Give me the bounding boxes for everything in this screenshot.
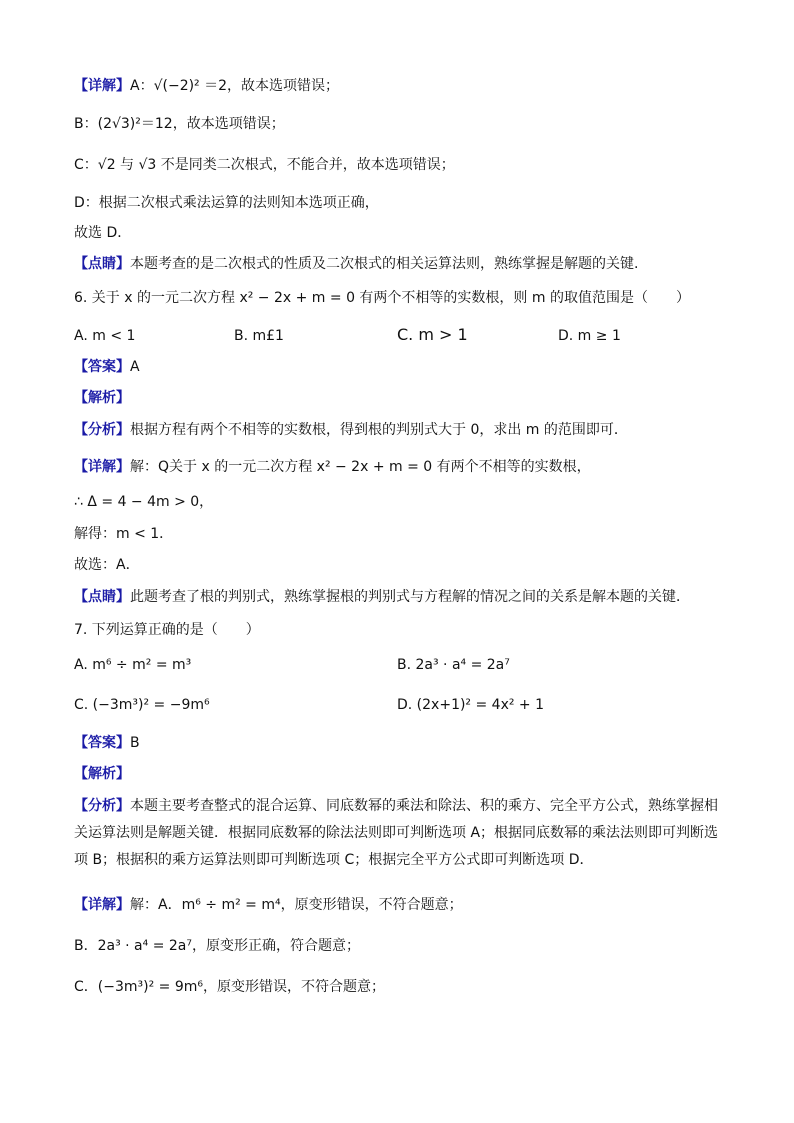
q5-note-text: 本题考查的是二次根式的性质及二次根式的相关运算法则，熟练掌握是解题的关键. bbox=[130, 256, 639, 272]
q5-detail-c: C：√2 与 √3 不是同类二次根式，不能合并，故本选项错误； bbox=[74, 157, 455, 173]
q6-detail bbox=[74, 457, 591, 477]
q6-option-c: C. m > 1 bbox=[397, 325, 468, 344]
q6-answer-value: A bbox=[130, 359, 140, 375]
q6-step-2: 解得：m < 1． bbox=[74, 526, 174, 542]
q7-fenxi-text: 本题主要考查整式的混合运算、同底数幂的乘法和除法、积的乘方、完全平方公式，熟练掌握相关运算法则是解题关键．根据同底数幂的除法法则即可判断选项 A；根据同底数幂的乘法法则即可判断选项 B；根据积的乘方运算法则即可判断选项 C；根据完全平方公式即可判断选项 D． bbox=[74, 798, 719, 868]
note-label: 【点睛】 bbox=[74, 589, 130, 605]
q7-analysis-heading bbox=[74, 764, 130, 784]
q6-stem: 6. 关于 x 的一元二次方程 x² − 2x + m = 0 有两个不相等的实数根，则 m 的取值范围是（ ） bbox=[74, 290, 690, 306]
fenxi-label: 【分析】 bbox=[74, 422, 130, 438]
answer-label: 【答案】 bbox=[74, 735, 130, 751]
q7-detail-b: B．2a³ · a⁴ = 2a⁷，原变形正确，符合题意； bbox=[74, 938, 360, 954]
q6-answer bbox=[74, 357, 140, 377]
q5-detail-a-text: A：√(−2)² ＝2，故本选项错误； bbox=[130, 78, 340, 94]
q7-detail-a bbox=[74, 895, 463, 915]
q7-detail-c: C．(−3m³)² = 9m⁶，原变形错误，不符合题意； bbox=[74, 979, 385, 995]
q7-option-d: D. (2x+1)² = 4x² + 1 bbox=[397, 697, 545, 713]
q6-fenxi-text: 根据方程有两个不相等的实数根，得到根的判别式大于 0，求出 m 的范围即可． bbox=[130, 422, 628, 438]
q6-option-a: A. m < 1 bbox=[74, 328, 136, 344]
q5-choose: 故选 D． bbox=[74, 225, 132, 241]
q6-note bbox=[74, 587, 690, 607]
q6-fenxi bbox=[74, 420, 628, 440]
note-label: 【点睛】 bbox=[74, 256, 130, 272]
q7-answer bbox=[74, 733, 140, 753]
answer-label: 【答案】 bbox=[74, 359, 130, 375]
q7-option-c: C. (−3m³)² = −9m⁶ bbox=[74, 697, 210, 713]
q6-option-d: D. m ≥ 1 bbox=[558, 328, 621, 344]
q7-answer-value: B bbox=[130, 735, 140, 751]
q6-step-1: ∴ Δ = 4 − 4m > 0， bbox=[74, 494, 214, 510]
analysis-label: 【解析】 bbox=[74, 390, 130, 406]
q7-detail-a-text: 解：A．m⁶ ÷ m² = m⁴，原变形错误，不符合题意； bbox=[130, 897, 463, 913]
detail-label: 【详解】 bbox=[74, 78, 130, 94]
q5-note bbox=[74, 254, 638, 274]
q6-analysis-heading bbox=[74, 388, 130, 408]
detail-label: 【详解】 bbox=[74, 459, 130, 475]
q5-detail-a bbox=[74, 76, 339, 96]
fenxi-label: 【分析】 bbox=[74, 798, 130, 814]
q6-option-b: B. m£1 bbox=[234, 328, 284, 344]
q7-stem: 7. 下列运算正确的是（ ） bbox=[74, 622, 260, 638]
q7-option-b: B. 2a³ · a⁴ = 2a⁷ bbox=[397, 657, 510, 673]
q5-detail-d: D：根据二次根式乘法运算的法则知本选项正确， bbox=[74, 195, 379, 211]
q7-option-a: A. m⁶ ÷ m² = m³ bbox=[74, 657, 192, 673]
detail-label: 【详解】 bbox=[74, 897, 130, 913]
q6-detail-text: 解：Q关于 x 的一元二次方程 x² − 2x + m = 0 有两个不相等的实数根， bbox=[130, 459, 591, 475]
q6-choose: 故选：A． bbox=[74, 557, 140, 573]
q5-detail-b: B：(2√3)²＝12，故本选项错误； bbox=[74, 116, 285, 132]
q7-fenxi bbox=[74, 793, 724, 874]
analysis-label: 【解析】 bbox=[74, 766, 130, 782]
q6-note-text: 此题考查了根的判别式，熟练掌握根的判别式与方程解的情况之间的关系是解本题的关键． bbox=[130, 589, 690, 605]
